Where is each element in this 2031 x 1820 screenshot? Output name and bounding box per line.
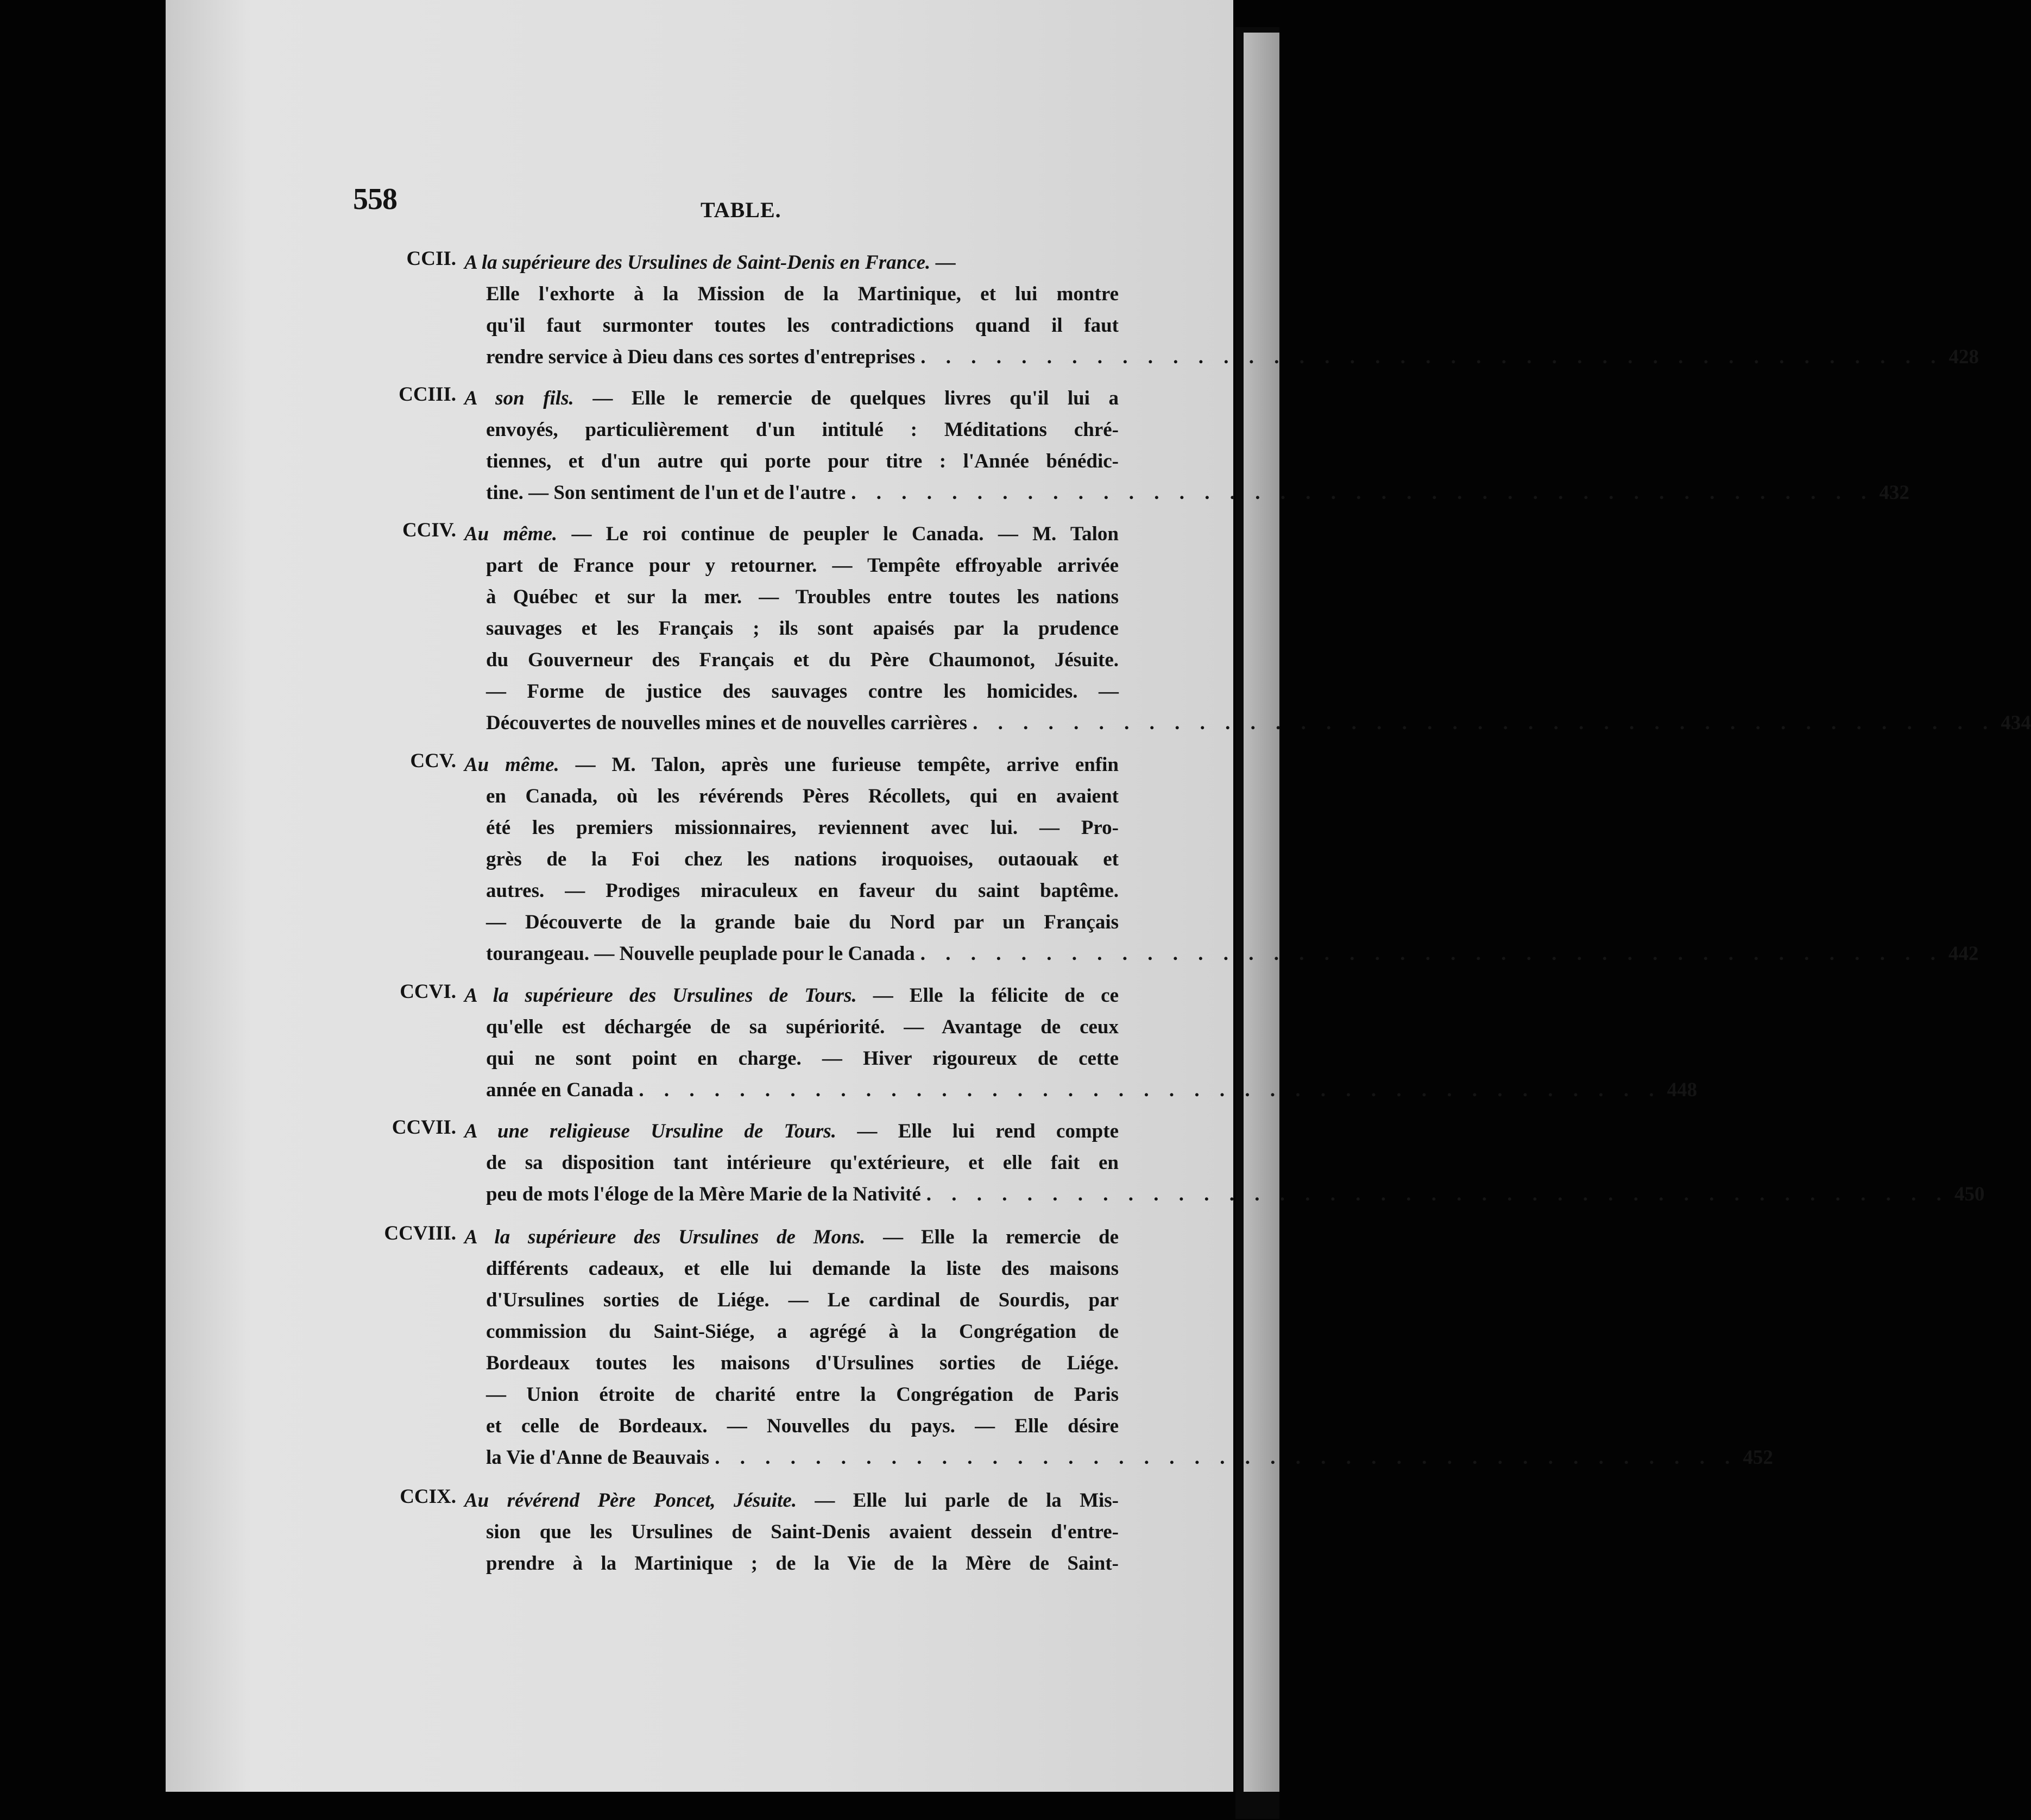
entry-number: CCIX.	[400, 1486, 456, 1508]
entry-heading: Au révérend Père Poncet, Jésuite.	[464, 1489, 797, 1512]
entry-line: rendre service à Dieu dans ces sortes d'entreprises	[486, 346, 916, 368]
entry-line: qui ne sont point en charge. — Hiver rigoureux de cette	[486, 1047, 1119, 1070]
entry-heading: A la supérieure des Ursulines de Tours.	[464, 984, 857, 1007]
entry-line: du Gouverneur des Français et du Père Chaumonot, Jésuite.	[486, 649, 1119, 671]
entry-number: CCVII.	[392, 1116, 456, 1139]
entry-text: — Elle la remercie de	[883, 1226, 1119, 1248]
page-reference: 442	[1948, 943, 1979, 965]
entry-heading: A la supérieure des Ursulines de Saint-Denis en France.	[464, 251, 931, 274]
entry-line: tine. — Son sentiment de l'un et de l'autre	[486, 482, 846, 504]
entry-line: de sa disposition tant intérieure qu'extérieure, et elle fait en	[486, 1152, 1119, 1174]
page-reference: 432	[1879, 482, 1909, 504]
leader-dots: . . . . . . . . . . . . . . . . . . . . . . . . . . . . . . . . . . . . . . . . .	[715, 1446, 1738, 1469]
entry-first-line	[464, 1222, 1119, 1253]
entry-line: sion que les Ursulines de Saint-Denis avaient dessein d'entre-	[486, 1521, 1119, 1543]
entry-last-line	[486, 342, 1979, 373]
page-header	[353, 182, 1113, 225]
running-title: TABLE.	[701, 198, 781, 222]
entry-line: et celle de Bordeaux. — Nouvelles du pays. — Elle désire	[486, 1415, 1119, 1437]
entry-heading: A son fils.	[464, 387, 574, 409]
entry-first-line: A la supérieure des Ursulines de Saint-Denis en France. —	[464, 251, 956, 274]
entry-line: qu'elle est déchargée de sa supériorité. — Avantage de ceux	[486, 1016, 1119, 1038]
entry-first-line	[464, 383, 1119, 414]
entry-text: — Le roi continue de peupler le Canada. — M. Talon	[571, 523, 1119, 545]
entry-number: CCII.	[406, 248, 456, 270]
entry-line: différents cadeaux, et elle lui demande la liste des maisons	[486, 1257, 1119, 1280]
entry-number: CCV.	[410, 750, 456, 772]
entry-heading: A une religieuse Ursuline de Tours.	[464, 1120, 836, 1142]
entry-first-line	[464, 1485, 1119, 1516]
entry-line: grès de la Foi chez les nations iroquoises, outaouak et	[486, 848, 1119, 870]
entry-line: en Canada, où les révérends Pères Récollets, qui en avaient	[486, 785, 1119, 807]
facing-page-edge	[1244, 33, 1279, 1792]
entry-text: — Elle le remercie de quelques livres qu'il lui a	[592, 387, 1119, 409]
entry-line: à Québec et sur la mer. — Troubles entre toutes les nations	[486, 586, 1119, 608]
entry-line: — Découverte de la grande baie du Nord par un Français	[486, 911, 1119, 933]
entry-line: qu'il faut surmonter toutes les contradictions quand il faut	[486, 314, 1119, 337]
entry-line: tourangeau. — Nouvelle peuplade pour le Canada	[486, 943, 915, 965]
entry-line: Bordeaux toutes les maisons d'Ursulines sorties de Liége.	[486, 1352, 1119, 1374]
entry-line: Découvertes de nouvelles mines et de nouvelles carrières	[486, 712, 968, 734]
page-reference: 428	[1948, 346, 1979, 368]
leader-dots: . . . . . . . . . . . . . . . . . . . . . . . . . . . . . . . . . . . . . . . . .	[920, 346, 1944, 368]
entry-first-line	[464, 749, 1119, 781]
entry-number: CCIV.	[402, 519, 456, 541]
entry-line: part de France pour y retourner. — Tempête effroyable arrivée	[486, 554, 1119, 577]
entry-first-line	[464, 519, 1119, 550]
entry-line: Elle l'exhorte à la Mission de la Martinique, et lui montre	[486, 283, 1119, 305]
entry-line: la Vie d'Anne de Beauvais	[486, 1446, 710, 1469]
entry-last-line	[486, 1179, 1985, 1210]
entry-first-line	[464, 1116, 1119, 1147]
entry-last-line	[486, 707, 2031, 739]
entry-text: — M. Talon, après une furieuse tempête, arrive enfin	[575, 754, 1119, 776]
page-reference: 434	[2001, 712, 2031, 734]
leader-dots: . . . . . . . . . . . . . . . . . . . . . . . . . . . . . . . . . . . . . . . . .	[920, 943, 1944, 965]
leader-dots: . . . . . . . . . . . . . . . . . . . . . . . . . . . . . . . . . . . . . . . . .	[973, 712, 1996, 734]
entry-line: d'Ursulines sorties de Liége. — Le cardinal de Sourdis, par	[486, 1289, 1119, 1311]
page-reference: 448	[1667, 1079, 1698, 1101]
entry-text: — Elle lui parle de la Mis-	[815, 1489, 1119, 1512]
entry-line: commission du Saint-Siége, a agrégé à la Congrégation de	[486, 1320, 1119, 1343]
entry-heading: Au même.	[464, 754, 559, 776]
entry-line: prendre à la Martinique ; de la Vie de la Mère de Saint-	[486, 1552, 1119, 1575]
entry-line: — Union étroite de charité entre la Congrégation de Paris	[486, 1383, 1119, 1406]
entry-last-line	[486, 1075, 1698, 1106]
page-reference: 450	[1954, 1183, 1985, 1205]
entry-last-line	[486, 1442, 1773, 1474]
entry-line: peu de mots l'éloge de la Mère Marie de la Nativité	[486, 1183, 921, 1205]
entry-text: — Elle lui rend compte	[857, 1120, 1119, 1142]
entry-text: — Elle la félicite de ce	[873, 984, 1119, 1007]
entry-number: CCVI.	[400, 981, 456, 1003]
entry-heading: A la supérieure des Ursulines de Mons.	[464, 1226, 866, 1248]
entry-last-line	[486, 477, 1909, 509]
entry-number: CCVIII.	[384, 1222, 456, 1244]
page-number: 558	[353, 182, 397, 216]
leader-dots: . . . . . . . . . . . . . . . . . . . . . . . . . . . . . . . . . . . . . . . . .	[926, 1183, 1950, 1205]
entry-heading: Au même.	[464, 523, 558, 545]
entry-first-line	[464, 980, 1119, 1012]
entry-number: CCIII.	[399, 383, 456, 406]
entry-line: année en Canada	[486, 1079, 634, 1101]
page-reference: 452	[1743, 1446, 1773, 1469]
entry-line: — Forme de justice des sauvages contre les homicides. —	[486, 680, 1119, 703]
entry-line: tiennes, et d'un autre qui porte pour titre : l'Année bénédic-	[486, 450, 1119, 472]
leader-dots: . . . . . . . . . . . . . . . . . . . . . . . . . . . . . . . . . . . . . . . . .	[639, 1079, 1662, 1101]
entry-line: envoyés, particulièrement d'un intitulé : Méditations chré-	[486, 419, 1119, 441]
leader-dots: . . . . . . . . . . . . . . . . . . . . . . . . . . . . . . . . . . . . . . . . .	[851, 482, 1874, 504]
entry-line: sauvages et les Français ; ils sont apaisés par la prudence	[486, 617, 1119, 640]
entry-last-line	[486, 938, 1979, 970]
entry-line: autres. — Prodiges miraculeux en faveur du saint baptême.	[486, 880, 1119, 902]
entry-line: été les premiers missionnaires, reviennent avec lui. — Pro-	[486, 817, 1119, 839]
